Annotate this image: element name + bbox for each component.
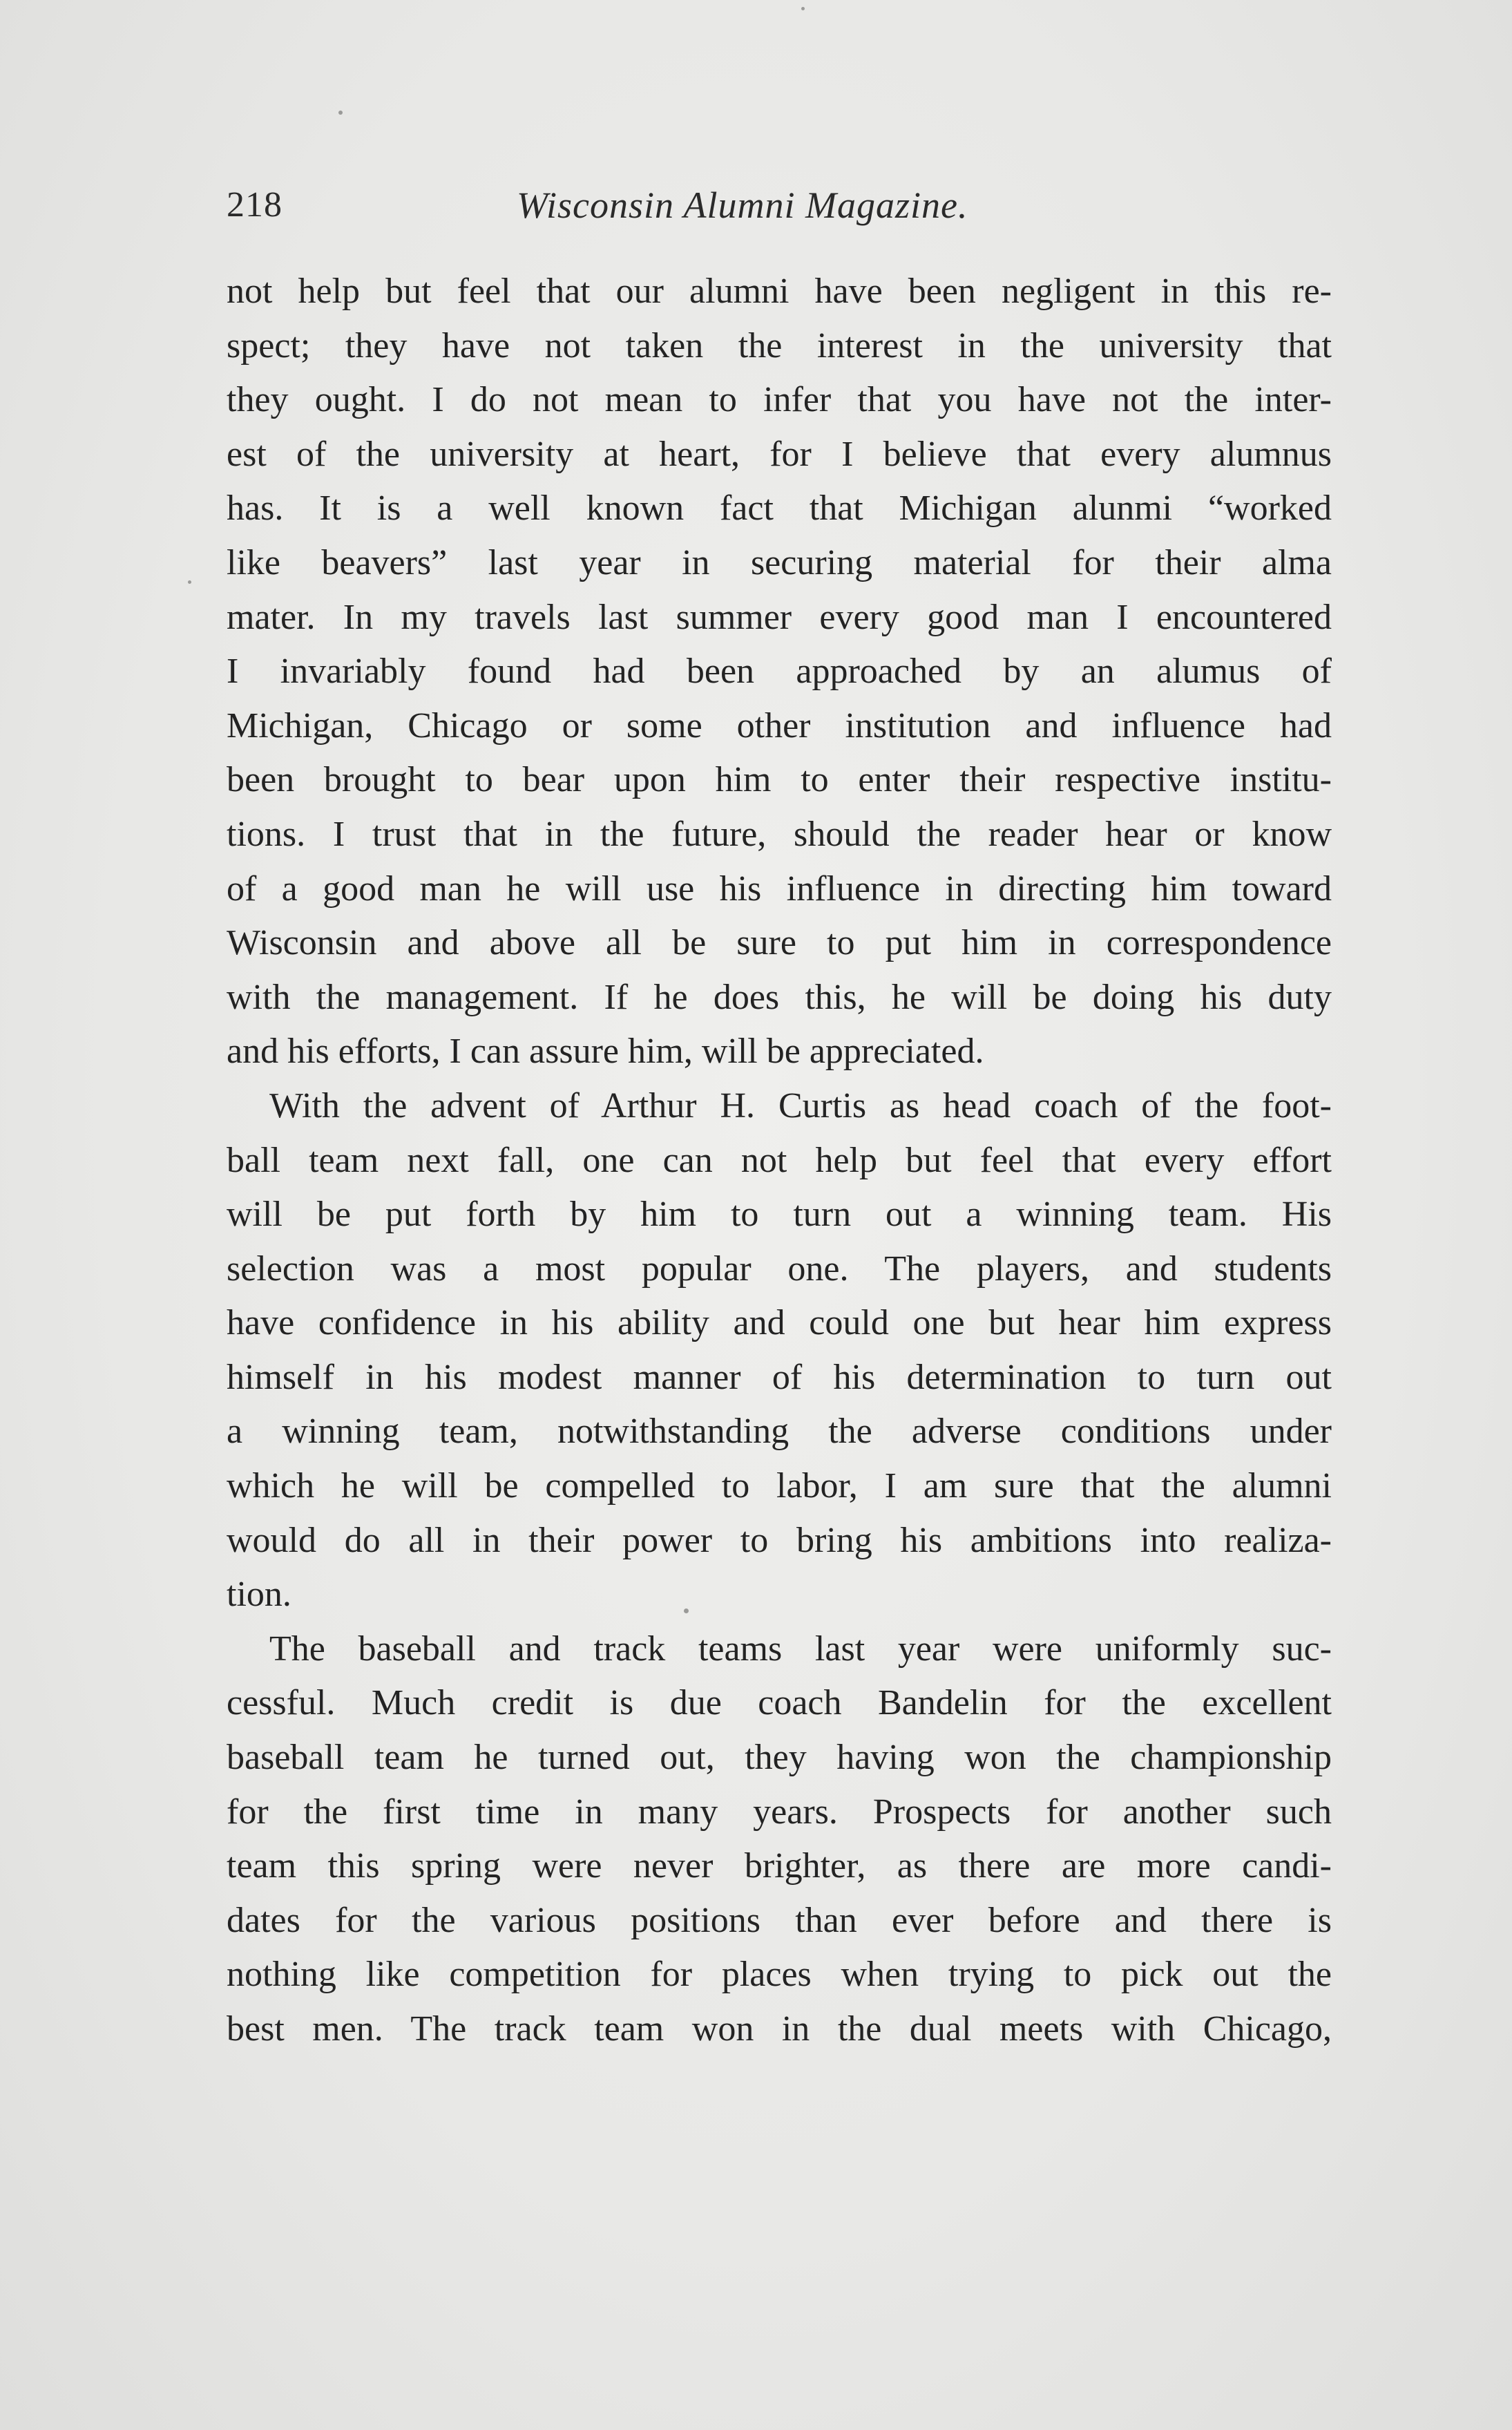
text-line: cessful. Much credit is due coach Bandelin for the excellent xyxy=(227,1683,1332,1723)
page-number: 218 xyxy=(227,185,283,225)
text-line: a winning team, notwithstanding the adverse conditions under xyxy=(227,1412,1332,1452)
text-line: been brought to bear upon him to enter their respective institu- xyxy=(227,760,1332,800)
text-line: ball team next fall, one can not help but feel that every effort xyxy=(227,1140,1332,1180)
text-line: With the advent of Arthur H. Curtis as head coach of the foot- xyxy=(269,1085,1332,1126)
text-line: Michigan, Chicago or some other institution and influence had xyxy=(227,705,1332,746)
text-line: they ought. I do not mean to infer that you have not the inter- xyxy=(227,380,1332,420)
ink-speck xyxy=(188,580,191,584)
article-body xyxy=(227,265,1332,2057)
text-line: mater. In my travels last summer every good man I encountered xyxy=(227,597,1332,637)
text-line: spect; they have not taken the interest in the university that xyxy=(227,325,1332,366)
text-line: team this spring were never brighter, as there are more candi- xyxy=(227,1846,1332,1886)
text-line: of a good man he will use his influence in directing him toward xyxy=(227,868,1332,909)
page-header xyxy=(227,181,1332,229)
text-line: has. It is a well known fact that Michigan alunmi “worked xyxy=(227,488,1332,529)
text-line: baseball team he turned out, they having won the championship xyxy=(227,1738,1332,1778)
text-line: The baseball and track teams last year were uniformly suc- xyxy=(269,1629,1332,1669)
text-line: have confidence in his ability and could one but hear him express xyxy=(227,1303,1332,1343)
text-line: tion. xyxy=(227,1575,291,1615)
text-line: tions. I trust that in the future, should the reader hear or know xyxy=(227,814,1332,854)
text-line: nothing like competition for places when trying to pick out the xyxy=(227,1955,1332,1995)
running-title: Wisconsin Alumni Magazine. xyxy=(517,184,968,226)
ink-speck xyxy=(801,7,805,10)
text-line: selection was a most popular one. The players, and students xyxy=(227,1249,1332,1289)
ink-speck xyxy=(338,111,343,115)
text-line: for the first time in many years. Prospects for another such xyxy=(227,1792,1332,1832)
paragraph-2 xyxy=(227,1079,1332,1622)
text-line: dates for the various positions than ever before and there is xyxy=(227,1900,1332,1940)
text-line: and his efforts, I can assure him, will be appreciated. xyxy=(227,1032,984,1072)
text-line: not help but feel that our alumni have been negligent in this re- xyxy=(227,272,1332,311)
paragraph-3 xyxy=(227,1622,1332,2057)
text-line: himself in his modest manner of his determination to turn out xyxy=(227,1357,1332,1397)
paragraph-1 xyxy=(227,265,1332,1079)
text-line: best men. The track team won in the dual meets with Chicago, xyxy=(227,2009,1332,2049)
text-line: Wisconsin and above all be sure to put him in correspondence xyxy=(227,923,1332,963)
text-line: with the management. If he does this, he will be doing his duty xyxy=(227,977,1332,1017)
text-line: like beavers” last year in securing material for their alma xyxy=(227,542,1332,582)
text-line: which he will be compelled to labor, I am sure that the alumni xyxy=(227,1466,1332,1506)
text-line: I invariably found had been approached by an alumus of xyxy=(227,652,1332,692)
text-line: would do all in their power to bring his ambitions into realiza- xyxy=(227,1520,1332,1560)
text-line: est of the university at heart, for I believe that every alumnus xyxy=(227,434,1332,474)
text-line: will be put forth by him to turn out a winning team. His xyxy=(227,1195,1332,1235)
